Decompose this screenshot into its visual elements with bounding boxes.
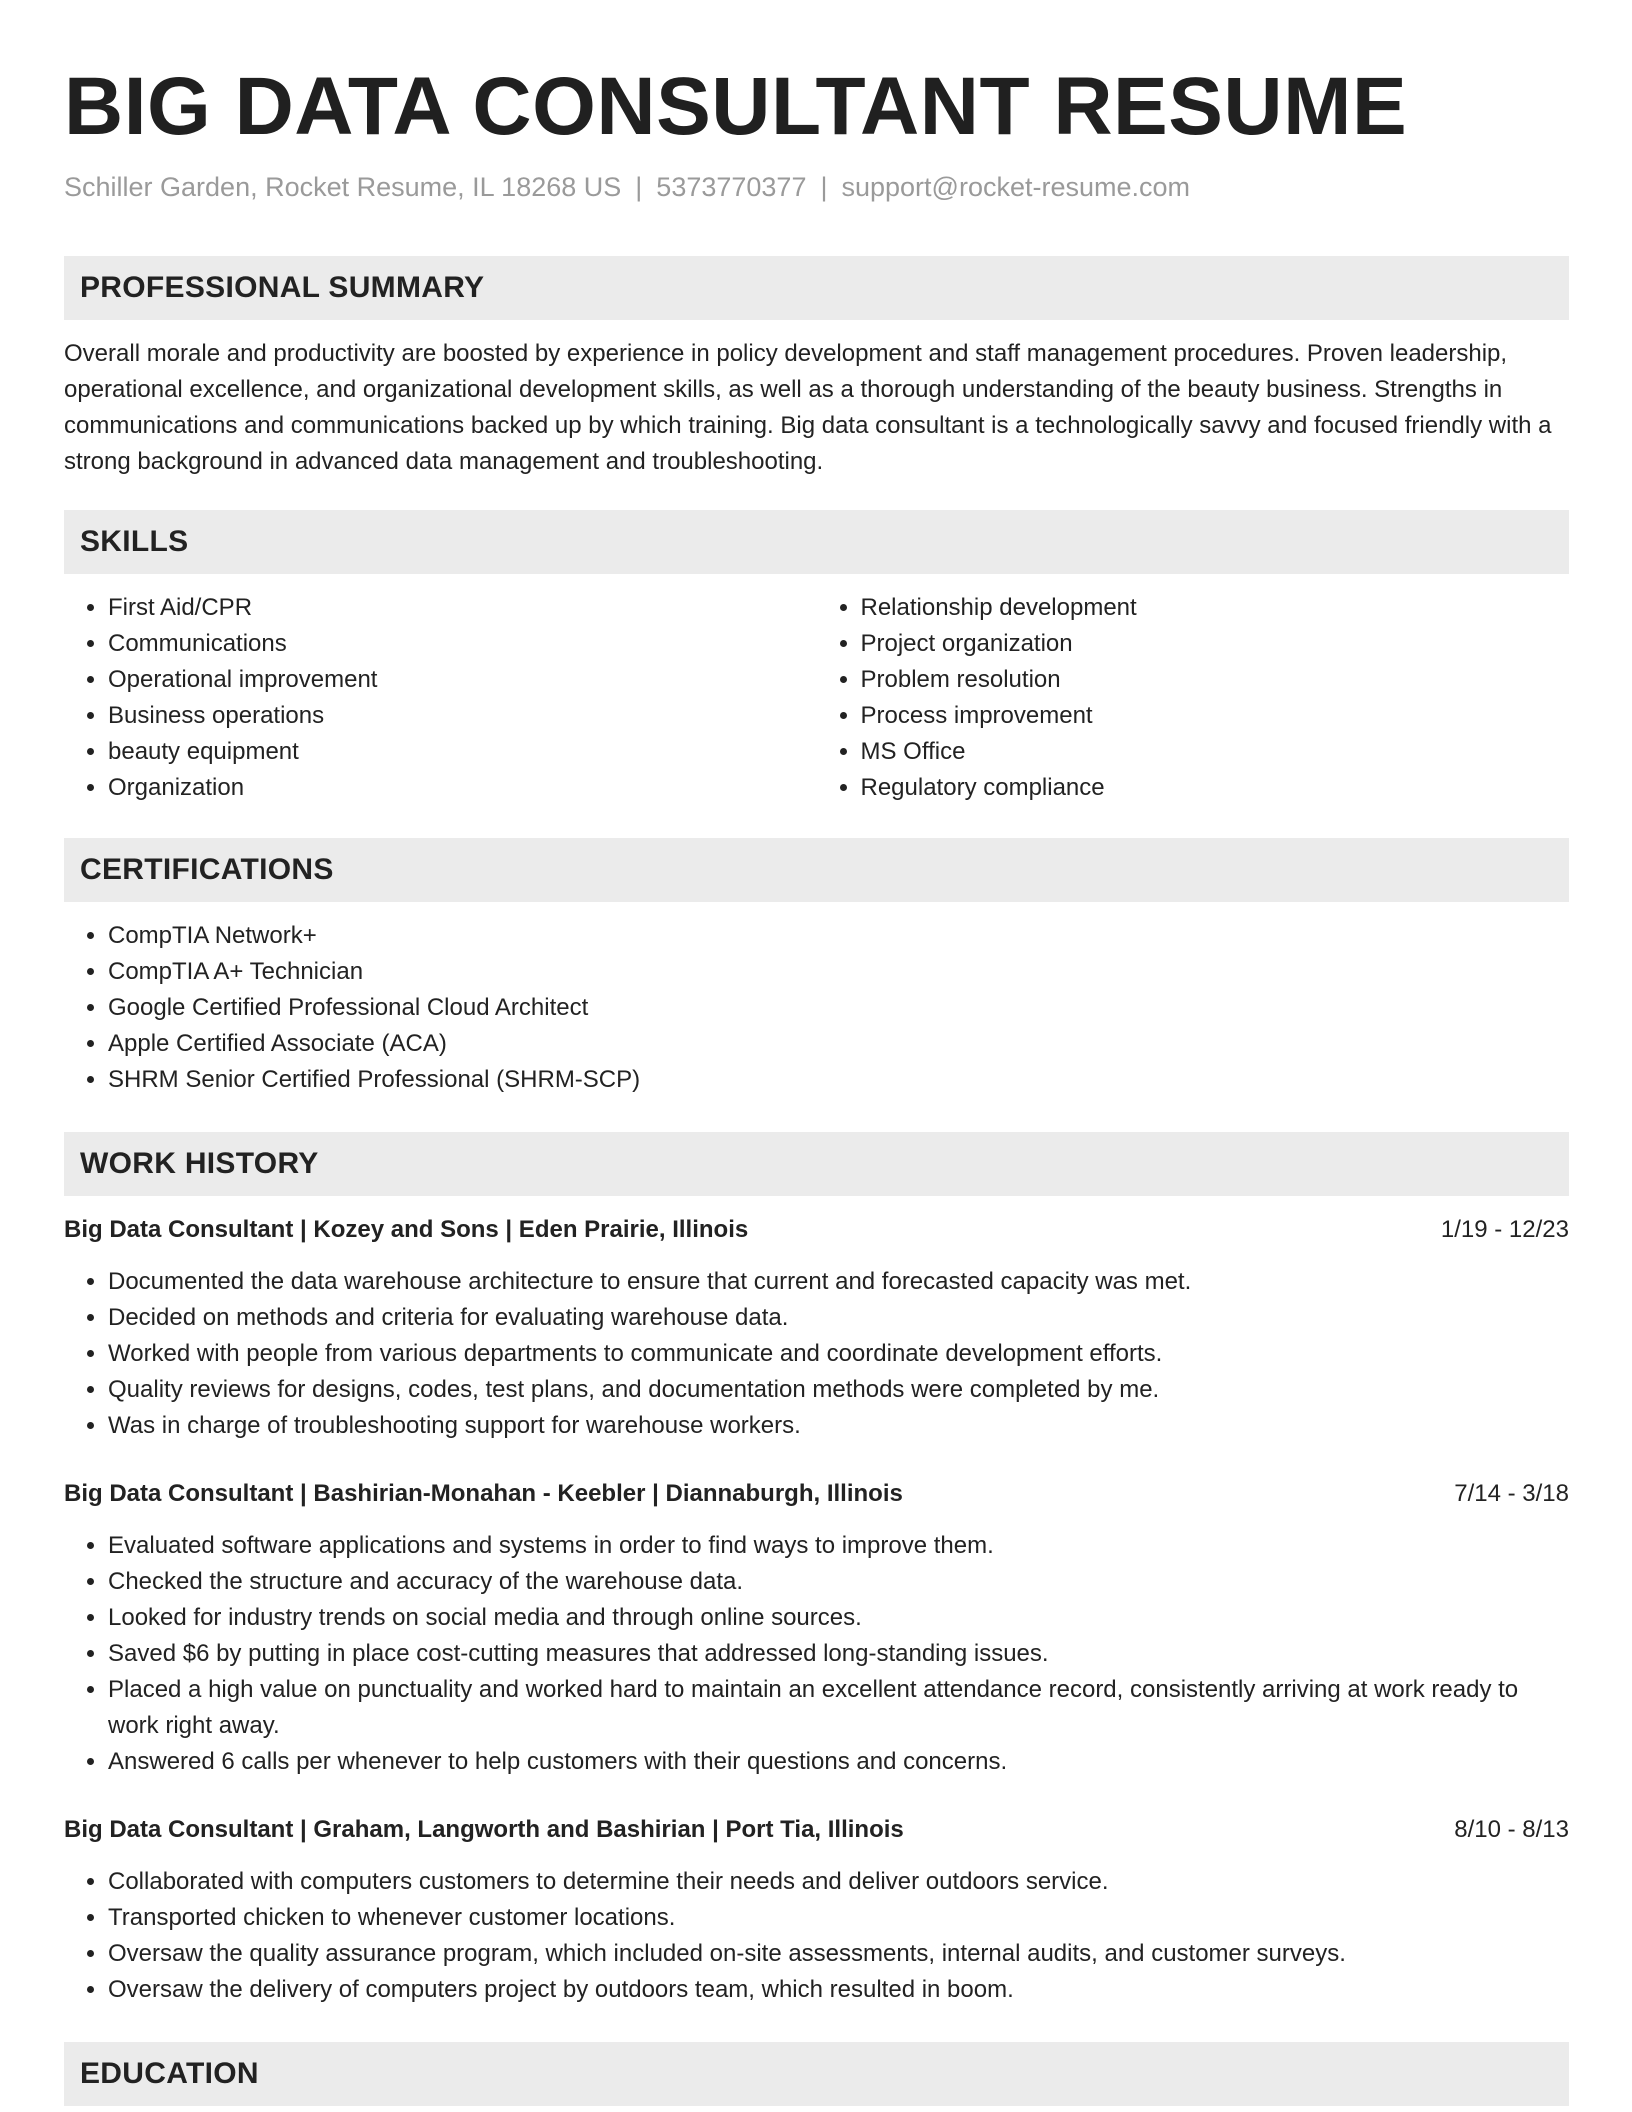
job-bullet: • Transported chicken to whenever customer locations. [108,1900,1569,1936]
summary-text: Overall morale and productivity are boosted by experience in policy development and staff management procedures. Proven leadership, operational excellence, and organizational development skills, as well as a thorough understanding of the beauty business. Strengths in communications and communications backed up by which training. Big data consultant is a technologically savvy and focused friendly with a strong background in advanced data management and troubleshooting. [64,340,1552,475]
job-bullet: • Collaborated with computers customers to determine their needs and deliver outdoors service. [108,1864,1569,1900]
contact-phone: 5373770377 [656,172,807,202]
job-title: Big Data Consultant | Bashirian-Monahan - Keebler | Diannaburgh, Illinois [64,1480,903,1507]
job-header [64,1476,1569,1512]
job-bullet: • Quality reviews for designs, codes, test plans, and documentation methods were completed by me. [108,1372,1569,1408]
section-header-summary: PROFESSIONAL SUMMARY [64,256,1569,320]
section-header-skills: SKILLS [64,510,1569,574]
certification-item: • CompTIA Network+ [108,918,1569,954]
job-bullets [64,1864,1569,2008]
skill-item: • Process improvement [861,698,1570,734]
resume-title: BIG DATA CONSULTANT RESUME [64,61,1408,152]
job-bullet: • Was in charge of troubleshooting support for warehouse workers. [108,1408,1569,1444]
job-bullet: • Looked for industry trends on social media and through online sources. [108,1600,1569,1636]
job-bullet: • Answered 6 calls per whenever to help customers with their questions and concerns. [108,1744,1569,1780]
job-bullet: • Decided on methods and criteria for evaluating warehouse data. [108,1300,1569,1336]
section-header-work-history: WORK HISTORY [64,1132,1569,1196]
certification-item: • Apple Certified Associate (ACA) [108,1026,1569,1062]
job-entry [64,1212,1569,1444]
job-bullet: • Oversaw the delivery of computers project by outdoors team, which resulted in boom. [108,1972,1569,2008]
skills-list-right [817,590,1570,806]
job-bullet: • Oversaw the quality assurance program, which included on-site assessments, internal audits, and customer surveys. [108,1936,1569,1972]
skill-item: • Operational improvement [108,662,817,698]
skill-item: • Communications [108,626,817,662]
job-bullet: • Saved $6 by putting in place cost-cutting measures that addressed long-standing issues. [108,1636,1569,1672]
job-title: Big Data Consultant | Graham, Langworth and Bashirian | Port Tia, Illinois [64,1816,904,1843]
certification-item: • CompTIA A+ Technician [108,954,1569,990]
skill-item: • First Aid/CPR [108,590,817,626]
job-dates: 1/19 - 12/23 [1440,1216,1569,1243]
job-bullet: • Placed a high value on punctuality and worked hard to maintain an excellent attendance record, consistently arriving at work ready to work right away. [108,1672,1569,1744]
section-header-education: EDUCATION [64,2042,1569,2106]
job-bullet: • Documented the data warehouse architecture to ensure that current and forecasted capacity was met. [108,1264,1569,1300]
job-bullets [64,1528,1569,1780]
skill-item: • Business operations [108,698,817,734]
contact-separator: | [635,172,643,202]
skill-item: • Regulatory compliance [861,770,1570,806]
certification-item: • SHRM Senior Certified Professional (SHRM-SCP) [108,1062,1569,1098]
contact-line [64,170,1569,204]
skill-item: • Problem resolution [861,662,1570,698]
skill-item: • beauty equipment [108,734,817,770]
skills-grid [64,590,1569,806]
job-dates: 8/10 - 8/13 [1454,1816,1569,1843]
job-header [64,1812,1569,1848]
job-title: Big Data Consultant | Kozey and Sons | Eden Prairie, Illinois [64,1216,749,1243]
contact-email: support@rocket-resume.com [841,172,1191,202]
job-entry [64,1812,1569,2008]
job-bullet: • Checked the structure and accuracy of the warehouse data. [108,1564,1569,1600]
job-dates: 7/14 - 3/18 [1454,1480,1569,1507]
job-bullet: • Evaluated software applications and systems in order to find ways to improve them. [108,1528,1569,1564]
skill-item: • Organization [108,770,817,806]
job-bullets [64,1264,1569,1444]
job-bullet: • Worked with people from various departments to communicate and coordinate development efforts. [108,1336,1569,1372]
skills-list-left [64,590,817,806]
skill-item: • MS Office [861,734,1570,770]
section-header-certifications: CERTIFICATIONS [64,838,1569,902]
certifications-list [64,918,1569,1098]
skill-item: • Relationship development [861,590,1570,626]
certification-item: • Google Certified Professional Cloud Architect [108,990,1569,1026]
job-header [64,1212,1569,1248]
contact-separator: | [820,172,828,202]
contact-address: Schiller Garden, Rocket Resume, IL 18268 US [64,172,622,202]
skill-item: • Project organization [861,626,1570,662]
job-entry [64,1476,1569,1780]
